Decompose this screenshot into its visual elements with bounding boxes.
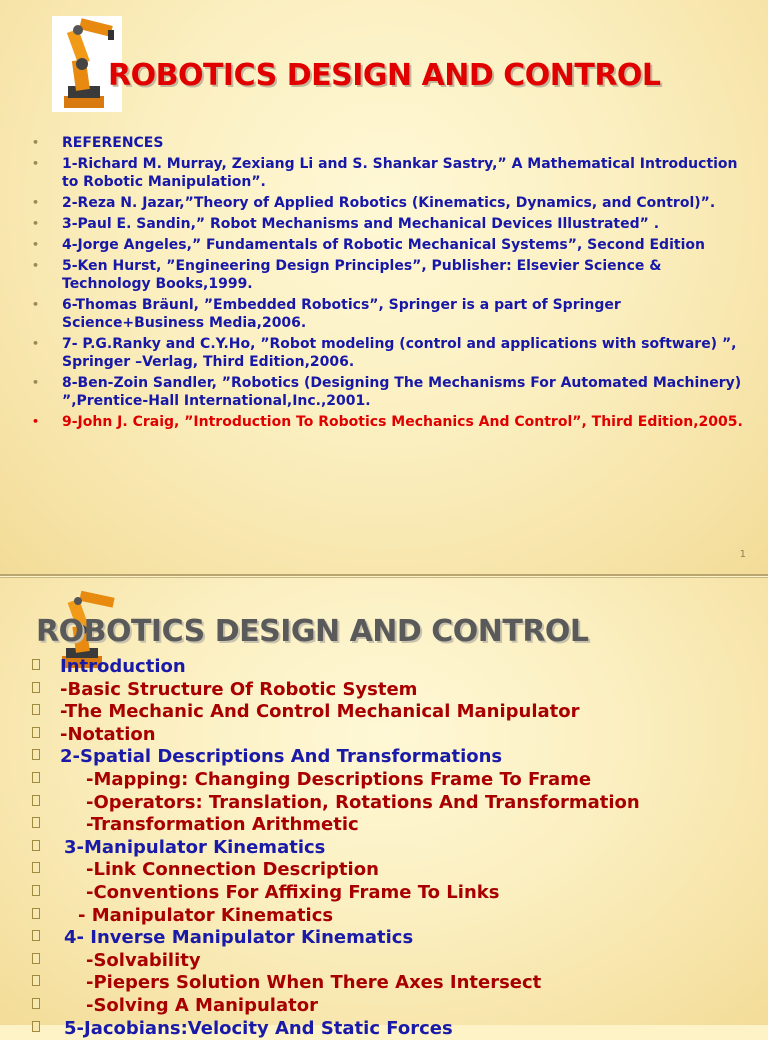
contents-item	[32, 905, 762, 928]
contents-item	[32, 927, 762, 950]
contents-item-text: 5-Jacobians:Velocity And Static Forces	[60, 1018, 453, 1040]
reference-text: 1-Richard M. Murray, Zexiang Li and S. Shankar Sastry,” A Mathematical Introduction to Robotic Manipulation”.	[62, 156, 738, 190]
contents-item-text: 2-Spatial Descriptions And Transformations	[60, 746, 502, 769]
bullet-icon: •	[32, 236, 39, 254]
reference-item	[32, 296, 750, 332]
square-bullet-icon	[32, 930, 40, 941]
square-bullet-icon	[32, 908, 40, 919]
contents-item-text: -Operators: Translation, Rotations And Transformation	[60, 792, 640, 815]
reference-text: REFERENCES	[62, 135, 163, 151]
contents-item	[32, 792, 762, 815]
contents-list	[32, 656, 762, 1040]
contents-item	[32, 859, 762, 882]
reference-text: 8-Ben-Zoin Sandler, ”Robotics (Designing The Mechanisms For Automated Machinery) ”,Prentice-Hall International,Inc.,2001.	[62, 375, 741, 409]
square-bullet-icon	[32, 772, 40, 783]
bullet-icon: •	[32, 194, 39, 212]
contents-item	[32, 679, 762, 702]
square-bullet-icon	[32, 1021, 40, 1032]
references-heading	[32, 134, 750, 152]
contents-item	[32, 1018, 762, 1040]
contents-item-text: 3-Manipulator Kinematics	[60, 837, 325, 860]
contents-item-text: -Solvability	[60, 950, 201, 973]
bullet-icon: •	[32, 257, 39, 275]
bullet-icon: •	[32, 335, 39, 353]
square-bullet-icon	[32, 975, 40, 986]
reference-item	[32, 335, 750, 371]
bullet-icon: •	[32, 296, 39, 314]
contents-item-text: Introduction	[60, 656, 186, 679]
contents-item-text: - Manipulator Kinematics	[60, 905, 333, 928]
square-bullet-icon	[32, 704, 40, 715]
reference-item	[32, 155, 750, 191]
contents-item-text: 4- Inverse Manipulator Kinematics	[60, 927, 413, 950]
contents-item	[32, 724, 762, 747]
bullet-icon: •	[32, 215, 39, 233]
contents-item	[32, 701, 762, 724]
reference-item	[32, 257, 750, 293]
square-bullet-icon	[32, 727, 40, 738]
reference-text: 3-Paul E. Sandin,” Robot Mechanisms and Mechanical Devices Illustrated” .	[62, 216, 659, 232]
contents-item	[32, 769, 762, 792]
contents-item	[32, 656, 762, 679]
contents-item	[32, 746, 762, 769]
contents-item-text: -Notation	[60, 724, 156, 747]
contents-item-text: -Transformation Arithmetic	[60, 814, 359, 837]
reference-item	[32, 413, 750, 431]
contents-item-text: -Basic Structure Of Robotic System	[60, 679, 417, 702]
square-bullet-icon	[32, 659, 40, 670]
contents-item-text: -Piepers Solution When There Axes Intersect	[60, 972, 541, 995]
square-bullet-icon	[32, 682, 40, 693]
square-bullet-icon	[32, 749, 40, 760]
reference-text: 5-Ken Hurst, ”Engineering Design Principles”, Publisher: Elsevier Science & Technology Books,1999.	[62, 258, 661, 292]
slide-title: ROBOTICS DESIGN AND CONTROL	[36, 614, 589, 649]
bullet-icon: •	[32, 155, 39, 173]
square-bullet-icon	[32, 795, 40, 806]
square-bullet-icon	[32, 862, 40, 873]
contents-item	[32, 882, 762, 905]
reference-text: 4-Jorge Angeles,” Fundamentals of Robotic Mechanical Systems”, Second Edition	[62, 237, 705, 253]
contents-item	[32, 995, 762, 1018]
slide-title: ROBOTICS DESIGN AND CONTROL	[108, 58, 661, 93]
square-bullet-icon	[32, 817, 40, 828]
slide-2	[0, 577, 768, 1025]
square-bullet-icon	[32, 953, 40, 964]
square-bullet-icon	[32, 885, 40, 896]
contents-item-text: -Solving A Manipulator	[60, 995, 318, 1018]
contents-item	[32, 814, 762, 837]
reference-item	[32, 374, 750, 410]
bullet-icon: •	[32, 134, 39, 152]
contents-item	[32, 972, 762, 995]
bullet-icon: •	[32, 374, 39, 392]
contents-item-text: -Conventions For Affixing Frame To Links	[60, 882, 499, 905]
reference-item	[32, 194, 750, 212]
bullet-icon: •	[32, 413, 39, 431]
contents-item	[32, 837, 762, 860]
contents-item-text: -Link Connection Description	[60, 859, 379, 882]
reference-text: 9-John J. Craig, ”Introduction To Robotics Mechanics And Control”, Third Edition,2005.	[62, 414, 743, 430]
contents-item-text: -The Mechanic And Control Mechanical Manipulator	[60, 701, 580, 724]
reference-text: 6-Thomas Bräunl, ”Embedded Robotics”, Springer is a part of Springer Science+Business Media,2006.	[62, 297, 621, 331]
contents-item	[32, 950, 762, 973]
reference-item	[32, 215, 750, 233]
reference-text: 7- P.G.Ranky and C.Y.Ho, ”Robot modeling (control and applications with software) ”, Springer –Verlag, Third Edition,2006.	[62, 336, 736, 370]
reference-item	[32, 236, 750, 254]
contents-item-text: -Mapping: Changing Descriptions Frame To Frame	[60, 769, 591, 792]
page-number: 1	[740, 549, 746, 560]
square-bullet-icon	[32, 998, 40, 1009]
reference-text: 2-Reza N. Jazar,”Theory of Applied Robotics (Kinematics, Dynamics, and Control)”.	[62, 195, 715, 211]
references-list	[32, 134, 750, 434]
square-bullet-icon	[32, 840, 40, 851]
